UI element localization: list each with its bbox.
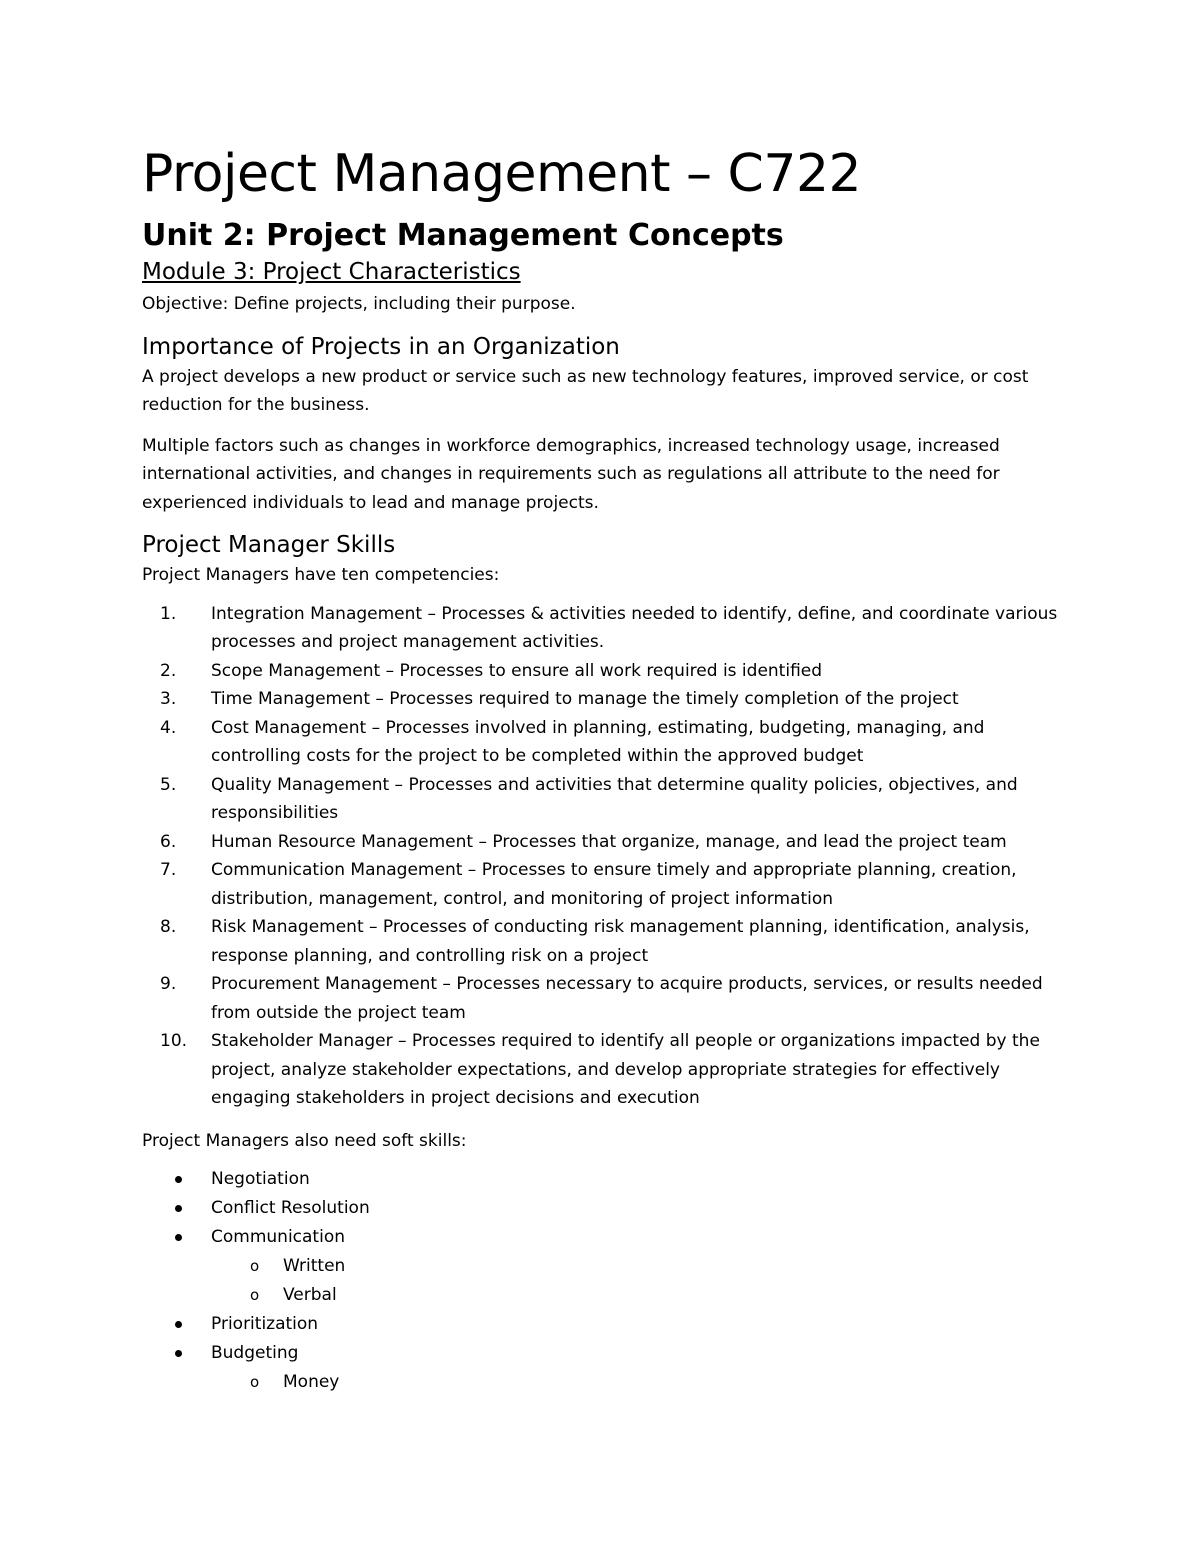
list-number: 5. bbox=[160, 774, 177, 795]
list-item bbox=[142, 856, 1062, 913]
list-item bbox=[142, 970, 1062, 1027]
bullet-item-conflict-resolution bbox=[142, 1194, 1062, 1223]
bullet-item-prioritization bbox=[142, 1310, 1062, 1339]
list-item-text: Human Resource Management – Processes that organize, manage, and lead the project team bbox=[211, 831, 1007, 852]
list-item bbox=[142, 714, 1062, 771]
soft-skills-intro: Project Managers also need soft skills: bbox=[142, 1130, 467, 1151]
document-page bbox=[142, 140, 1062, 1397]
importance-paragraph-1: A project develops a new product or service such as new technology features, improved service, or cost reduction for the business. bbox=[142, 366, 1029, 415]
bullet-icon bbox=[175, 1321, 182, 1328]
sub-bullet-list bbox=[211, 1368, 1062, 1397]
importance-paragraph-2: Multiple factors such as changes in workforce demographics, increased technology usage, increased international activities, and changes in requirements such as regulations all attribute to the need for experienced individuals to lead and manage projects. bbox=[142, 435, 1000, 513]
unit-heading: Unit 2: Project Management Concepts bbox=[142, 218, 784, 253]
circle-bullet-icon: o bbox=[250, 1373, 260, 1391]
sub-bullet-text: Money bbox=[283, 1372, 340, 1392]
bullet-item-text: Negotiation bbox=[211, 1169, 310, 1189]
list-item bbox=[142, 913, 1062, 970]
bullet-item-budgeting bbox=[142, 1339, 1062, 1397]
list-item bbox=[142, 771, 1062, 828]
bullet-icon bbox=[175, 1176, 182, 1183]
circle-bullet-icon: o bbox=[250, 1286, 260, 1304]
sub-bullet-item bbox=[211, 1368, 1131, 1397]
soft-skills-list bbox=[142, 1165, 1062, 1397]
bullet-icon bbox=[175, 1234, 182, 1241]
competencies-list bbox=[142, 600, 1062, 1113]
list-item-text: Procurement Management – Processes necessary to acquire products, services, or results needed from outside the project team bbox=[211, 974, 1043, 1023]
sub-bullet-item bbox=[211, 1252, 1131, 1281]
circle-bullet-icon: o bbox=[250, 1257, 260, 1275]
list-item-text: Risk Management – Processes of conducting risk management planning, identification, analysis, response planning, and controlling risk on a project bbox=[211, 917, 1030, 966]
objective-text: Objective: Define projects, including their purpose. bbox=[142, 294, 576, 314]
list-number: 6. bbox=[160, 831, 177, 852]
bullet-item-text: Conflict Resolution bbox=[211, 1198, 370, 1218]
bullet-icon bbox=[175, 1350, 182, 1357]
list-number: 3. bbox=[160, 689, 177, 709]
module-heading: Module 3: Project Characteristics bbox=[142, 259, 521, 285]
list-item-text: Time Management – Processes required to manage the timely completion of the project bbox=[211, 689, 959, 709]
list-number: 10. bbox=[160, 1031, 188, 1051]
list-item-text: Communication Management – Processes to ensure timely and appropriate planning, creation, distribution, management, control, and monitoring of project information bbox=[211, 860, 1017, 909]
list-item-text: Scope Management – Processes to ensure all work required is identified bbox=[211, 660, 823, 681]
list-number: 2. bbox=[160, 660, 177, 681]
bullet-icon bbox=[175, 1205, 182, 1212]
list-number: 4. bbox=[160, 717, 177, 738]
bullet-item-negotiation bbox=[142, 1165, 1062, 1194]
bullet-item-text: Budgeting bbox=[211, 1343, 299, 1363]
list-number: 7. bbox=[160, 860, 177, 880]
list-number: 9. bbox=[160, 974, 177, 994]
bullet-item-text: Prioritization bbox=[211, 1314, 319, 1334]
list-item bbox=[142, 657, 1062, 686]
list-item-text: Cost Management – Processes involved in planning, estimating, budgeting, managing, and controlling costs for the project to be completed within the approved budget bbox=[211, 717, 985, 766]
list-item-text: Stakeholder Manager – Processes required to identify all people or organizations impacted by the project, analyze stakeholder expectations, and develop appropriate strategies for effectively engaging stakeholders in project decisions and execution bbox=[211, 1031, 1040, 1108]
list-item-text: Integration Management – Processes & activities needed to identify, define, and coordinate various processes and project management activities. bbox=[211, 603, 1058, 652]
section-heading-skills: Project Manager Skills bbox=[142, 532, 396, 558]
competencies-intro: Project Managers have ten competencies: bbox=[142, 565, 500, 585]
bullet-item-communication bbox=[142, 1223, 1062, 1310]
bullet-item-text: Communication bbox=[211, 1227, 345, 1247]
list-item bbox=[142, 685, 1062, 714]
sub-bullet-item bbox=[211, 1281, 1131, 1310]
document-title: Project Management – C722 bbox=[142, 144, 862, 204]
list-item bbox=[142, 600, 1062, 657]
list-item bbox=[142, 1027, 1062, 1113]
sub-bullet-text: Verbal bbox=[283, 1285, 337, 1305]
list-item-text: Quality Management – Processes and activities that determine quality policies, objectives, and responsibilities bbox=[211, 774, 1018, 823]
list-number: 8. bbox=[160, 917, 177, 937]
list-item bbox=[142, 828, 1062, 857]
sub-bullet-list bbox=[211, 1252, 1062, 1310]
sub-bullet-text: Written bbox=[283, 1256, 346, 1276]
list-number: 1. bbox=[160, 603, 177, 624]
section-heading-importance: Importance of Projects in an Organization bbox=[142, 333, 620, 360]
